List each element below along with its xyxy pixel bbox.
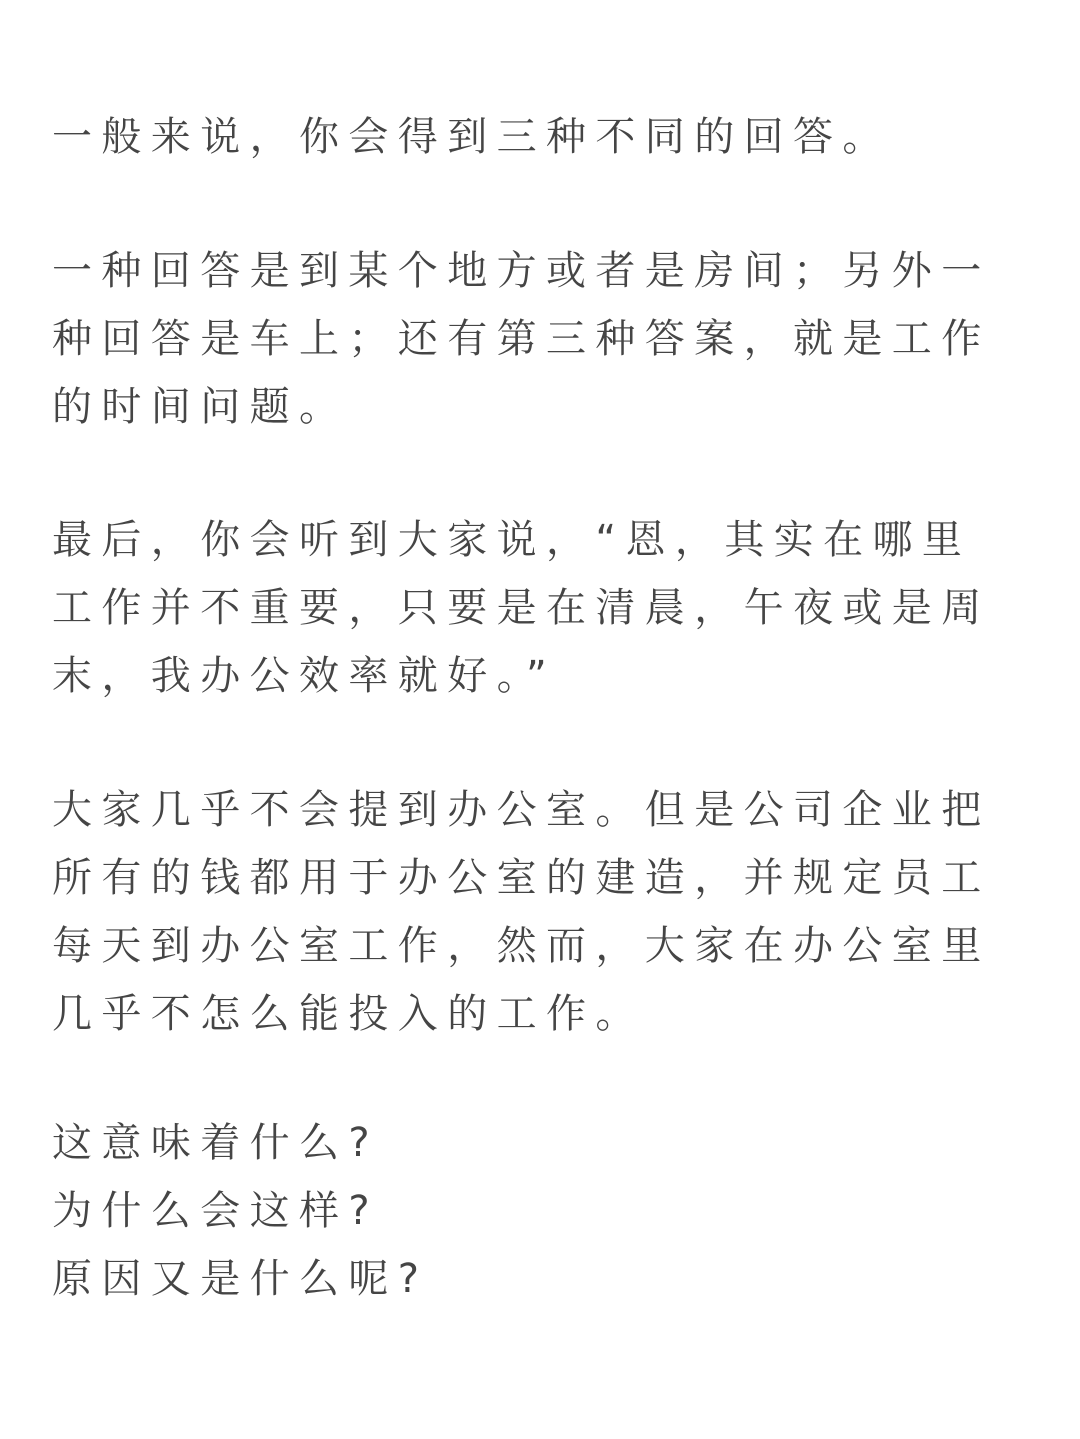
text-line: 工作并不重要，只要是在清晨，午夜或是周 xyxy=(52,585,991,631)
text-line: 一般来说，你会得到三种不同的回答。 xyxy=(52,114,892,160)
text-line: 一种回答是到某个地方或者是房间；另外一 xyxy=(52,248,991,294)
text-line: 最后，你会听到大家说，“恩，其实在哪里 xyxy=(52,517,972,563)
text-line: 几乎不怎么能投入的工作。 xyxy=(52,991,645,1037)
paragraph-answer-types xyxy=(52,237,1032,441)
text-line: 种回答是车上；还有第三种答案，就是工作 xyxy=(52,316,991,362)
paragraph-office xyxy=(52,776,1032,1048)
question-line: 为什么会这样? xyxy=(52,1188,380,1234)
text-line: 大家几乎不会提到办公室。但是公司企业把 xyxy=(52,787,991,833)
text-line: 所有的钱都用于办公室的建造，并规定员工 xyxy=(52,855,991,901)
text-line: 的时间问题。 xyxy=(52,384,349,430)
paragraph-quote xyxy=(52,506,1032,710)
paragraph-questions xyxy=(52,1109,1032,1313)
text-line: 末，我办公效率就好。” xyxy=(52,653,557,699)
question-line: 这意味着什么? xyxy=(52,1120,380,1166)
text-line: 每天到办公室工作，然而，大家在办公室里 xyxy=(52,923,991,969)
paragraph-three-answers xyxy=(52,103,1032,171)
question-line: 原因又是什么呢? xyxy=(52,1256,429,1302)
